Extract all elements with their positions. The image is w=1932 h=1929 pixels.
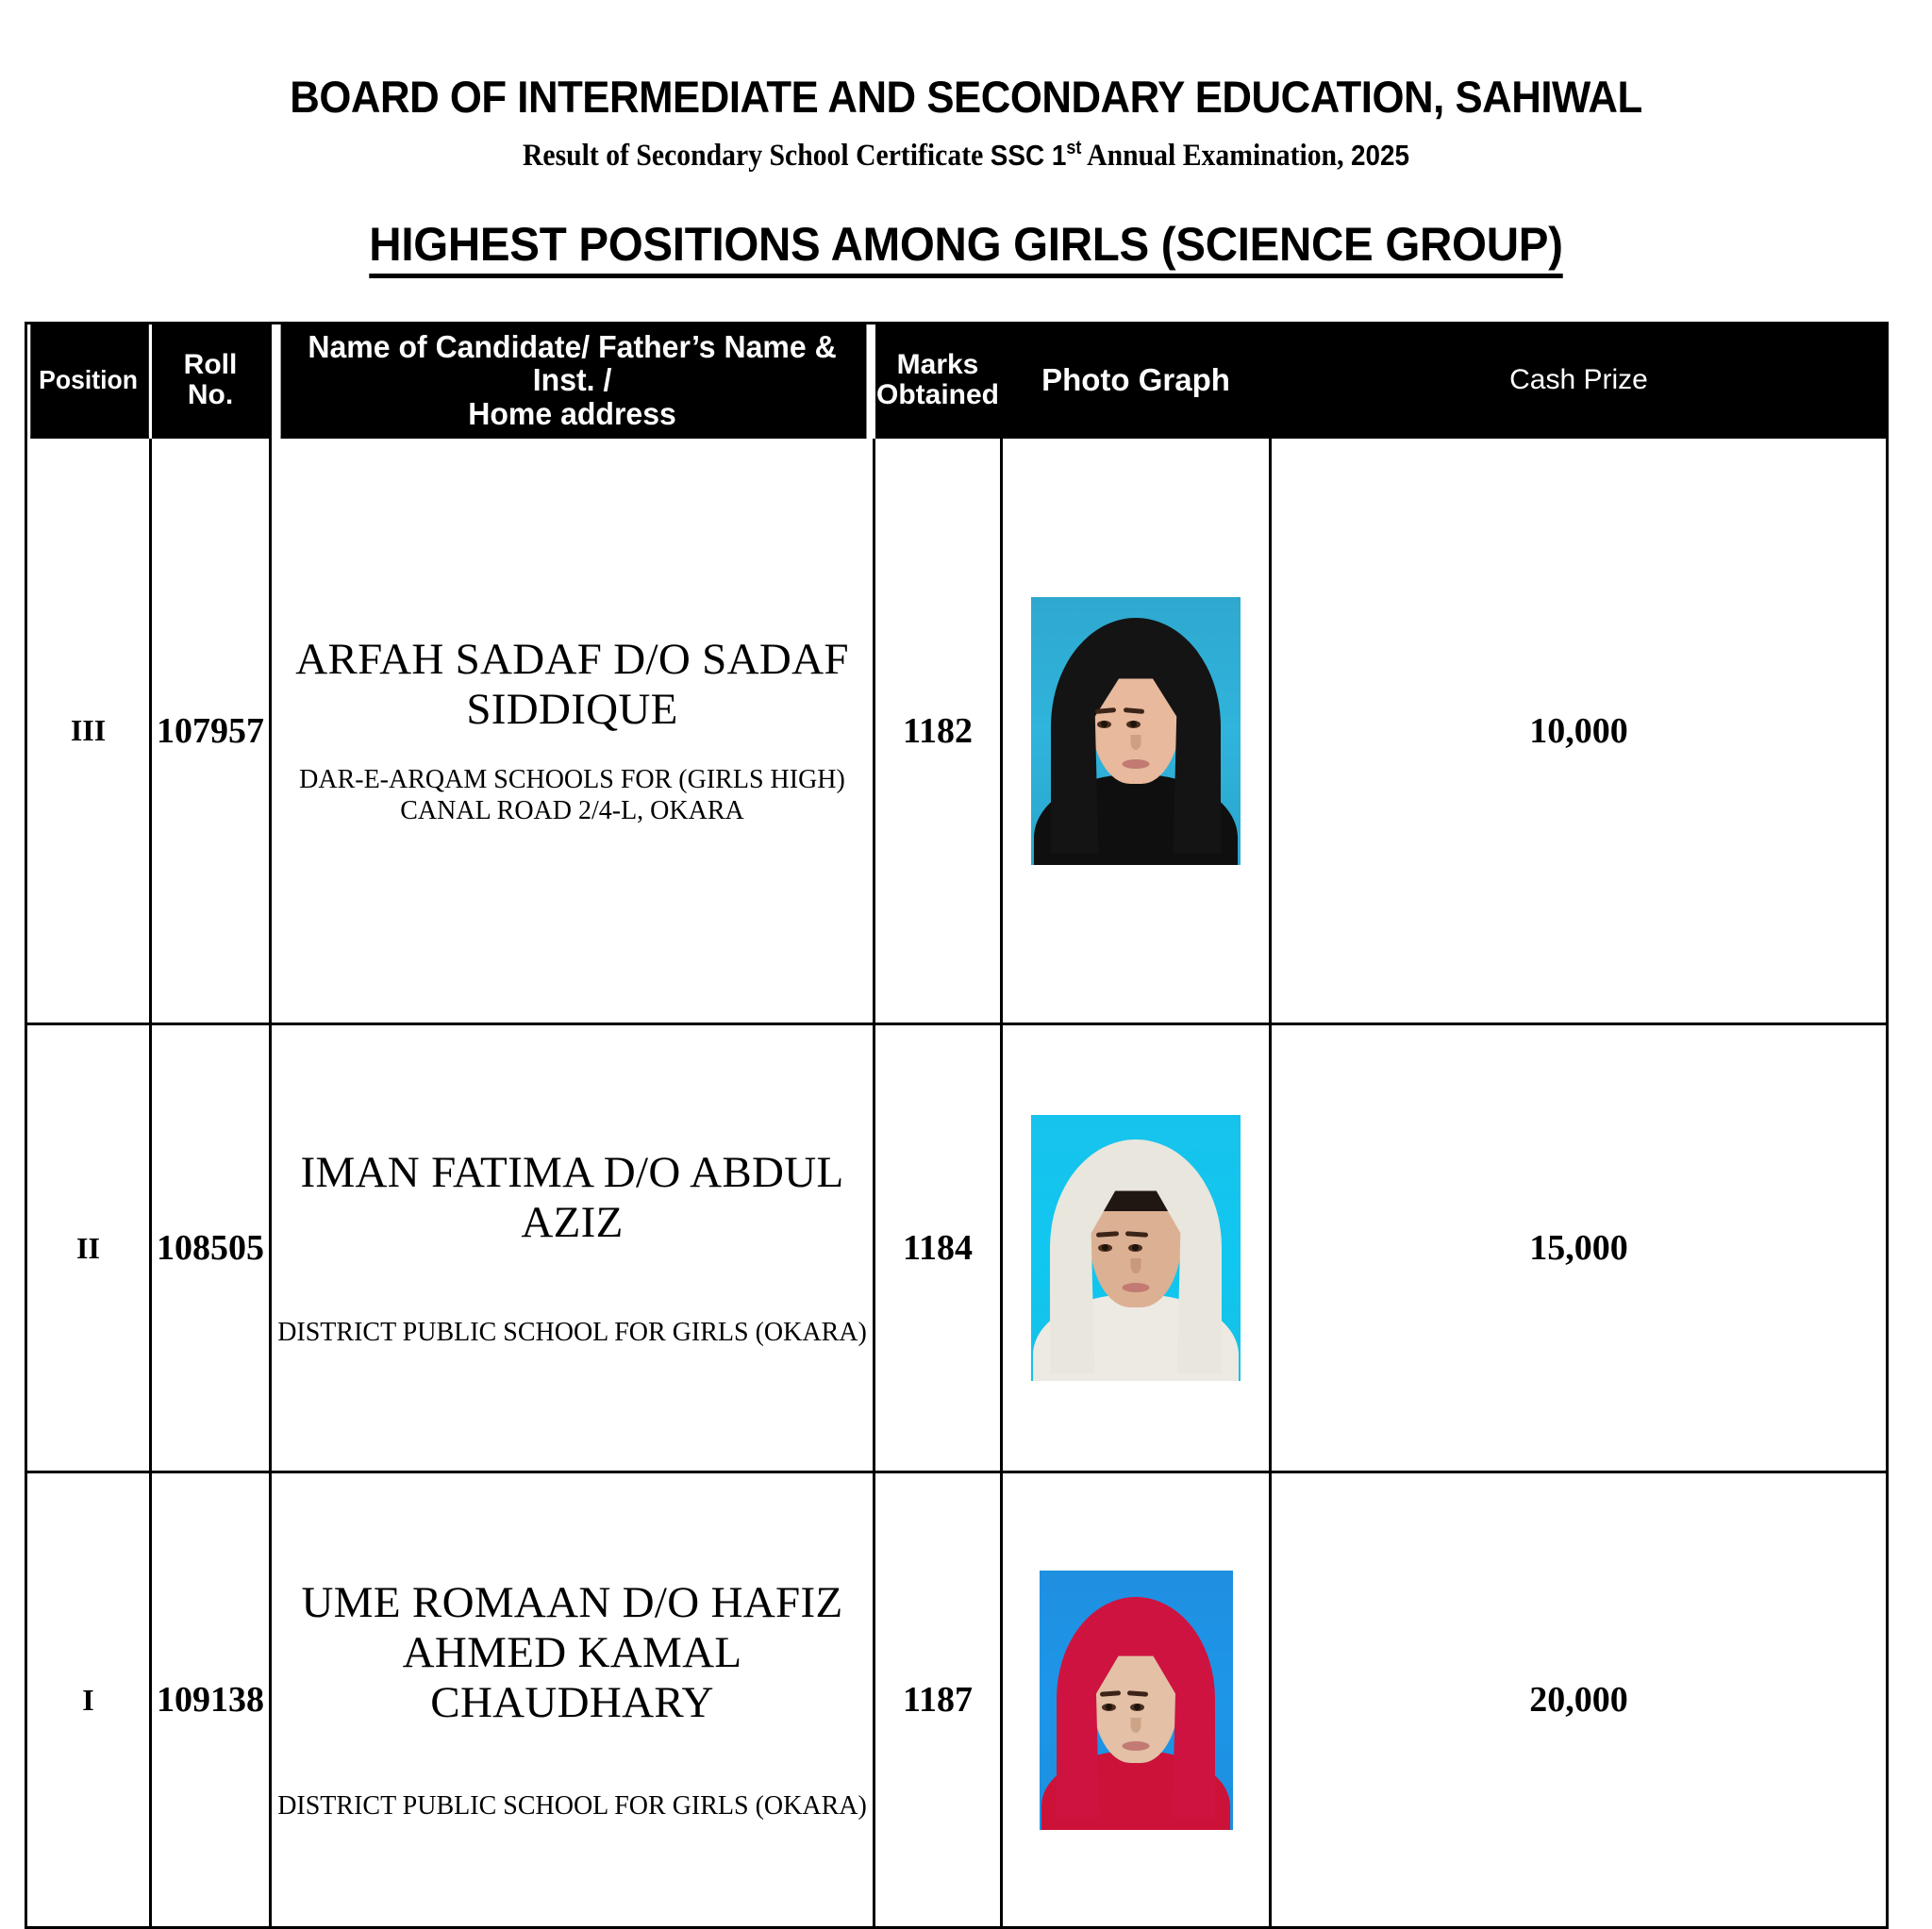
cell-position: III: [27, 439, 152, 1025]
column-header-roll-line2: No.: [187, 379, 234, 410]
photo-brow-left: [1099, 1690, 1120, 1697]
table-body: [27, 439, 1886, 1926]
photo-nose: [1131, 1718, 1141, 1733]
section-title-container: [0, 174, 1932, 278]
cell-candidate: [272, 1025, 875, 1473]
cell-cash-prize: 20,000: [1529, 1680, 1628, 1720]
photo-nose: [1131, 1258, 1141, 1273]
cell-candidate: [272, 1473, 875, 1926]
column-header-name-line1: Name of Candidate/ Father’s Name & Inst. /: [308, 329, 837, 398]
candidate-photo: [1031, 1115, 1241, 1381]
institution-line1: DISTRICT PUBLIC SCHOOL FOR GIRLS (OKARA): [277, 1317, 867, 1347]
candidate-institution: [272, 1317, 873, 1348]
subtitle-ordinal-suffix: st: [1066, 138, 1082, 159]
photo-pupil-left: [1106, 1704, 1112, 1710]
photo-brow-right: [1126, 1690, 1147, 1697]
results-table: [25, 322, 1889, 1929]
institution-line1: DISTRICT PUBLIC SCHOOL FOR GIRLS (OKARA): [277, 1791, 867, 1821]
candidate-institution: [272, 764, 873, 826]
photo-pupil-right: [1134, 1704, 1141, 1710]
subtitle-exam-code: SSC 1: [990, 139, 1067, 173]
column-header-marks-line1: Marks: [896, 348, 979, 380]
cell-roll-no: 109138: [152, 1473, 272, 1926]
cell-position: I: [27, 1473, 152, 1926]
subtitle-text-part1: Result of Secondary School Certificate: [522, 139, 991, 174]
candidate-photo: [1031, 597, 1241, 865]
section-title: HIGHEST POSITIONS AMONG GIRLS (SCIENCE GROUP): [369, 217, 1562, 278]
subtitle-year: 2025: [1350, 139, 1410, 173]
column-header-photo: [1003, 324, 1272, 439]
photo-mouth: [1123, 1741, 1150, 1751]
photo-pupil-right: [1130, 721, 1137, 727]
candidate-name: IMAN FATIMA D/O ABDUL AZIZ: [300, 1148, 844, 1248]
institution-line1: DAR-E-ARQAM SCHOOLS FOR (GIRLS HIGH): [299, 764, 845, 794]
photo-nose: [1131, 735, 1141, 750]
page-title: BOARD OF INTERMEDIATE AND SECONDARY EDUCATION, SAHIWAL: [290, 72, 1642, 122]
table-row: [27, 439, 1886, 1025]
photo-pupil-left: [1102, 1244, 1108, 1251]
column-header-roll-line1: Roll: [183, 348, 238, 380]
table-row: [27, 1473, 1886, 1926]
photo-pupil-right: [1132, 1244, 1139, 1251]
column-header-name: [281, 324, 867, 439]
cell-candidate: [272, 439, 875, 1025]
photo-pupil-left: [1101, 721, 1108, 727]
cell-marks: 1187: [875, 1473, 1003, 1926]
cell-roll-no: 108505: [152, 1025, 272, 1473]
candidate-photo: [1040, 1571, 1233, 1830]
exam-subtitle: [96, 120, 1835, 173]
column-header-marks: [875, 324, 1003, 439]
subtitle-text-part2: Annual Examination,: [1081, 139, 1351, 174]
cell-cash-prize: 15,000: [1272, 1025, 1886, 1473]
column-header-name-line2: Home address: [468, 395, 676, 431]
column-header-cash-prize: [1272, 324, 1886, 439]
column-header-marks-line2: Obtained: [875, 379, 999, 410]
photo-mouth: [1123, 1283, 1150, 1292]
cell-photo: [1003, 439, 1272, 1025]
cell-position: II: [27, 1025, 152, 1473]
table-header: [27, 324, 1886, 439]
institution-line2: CANAL ROAD 2/4-L, OKARA: [400, 795, 744, 825]
cell-marks: 1182: [875, 439, 1003, 1025]
photo-mouth: [1123, 759, 1150, 769]
column-header-position: [30, 324, 148, 439]
cell-photo: [1003, 1473, 1272, 1926]
table-header-row: [27, 324, 1886, 439]
cell-photo: [1003, 1025, 1272, 1473]
cell-marks: 1184: [875, 1025, 1003, 1473]
results-table-container: [25, 322, 1883, 1929]
cell-cash-prize: 10,000: [1272, 439, 1886, 1025]
column-header-position-label: Position: [39, 365, 139, 395]
column-header-cash-label: Cash Prize: [1509, 363, 1648, 395]
candidate-name: UME ROMAAN D/O HAFIZ AHMED KAMAL CHAUDHARY: [301, 1577, 843, 1728]
candidate-institution: [272, 1790, 873, 1821]
candidate-name: ARFAH SADAF D/O SADAF SIDDIQUE: [295, 635, 849, 735]
column-header-roll-no: [152, 324, 272, 439]
column-header-photo-label: Photo Graph: [1041, 362, 1230, 398]
cell-roll-no: 107957: [152, 439, 272, 1025]
table-row: [27, 1025, 1886, 1473]
